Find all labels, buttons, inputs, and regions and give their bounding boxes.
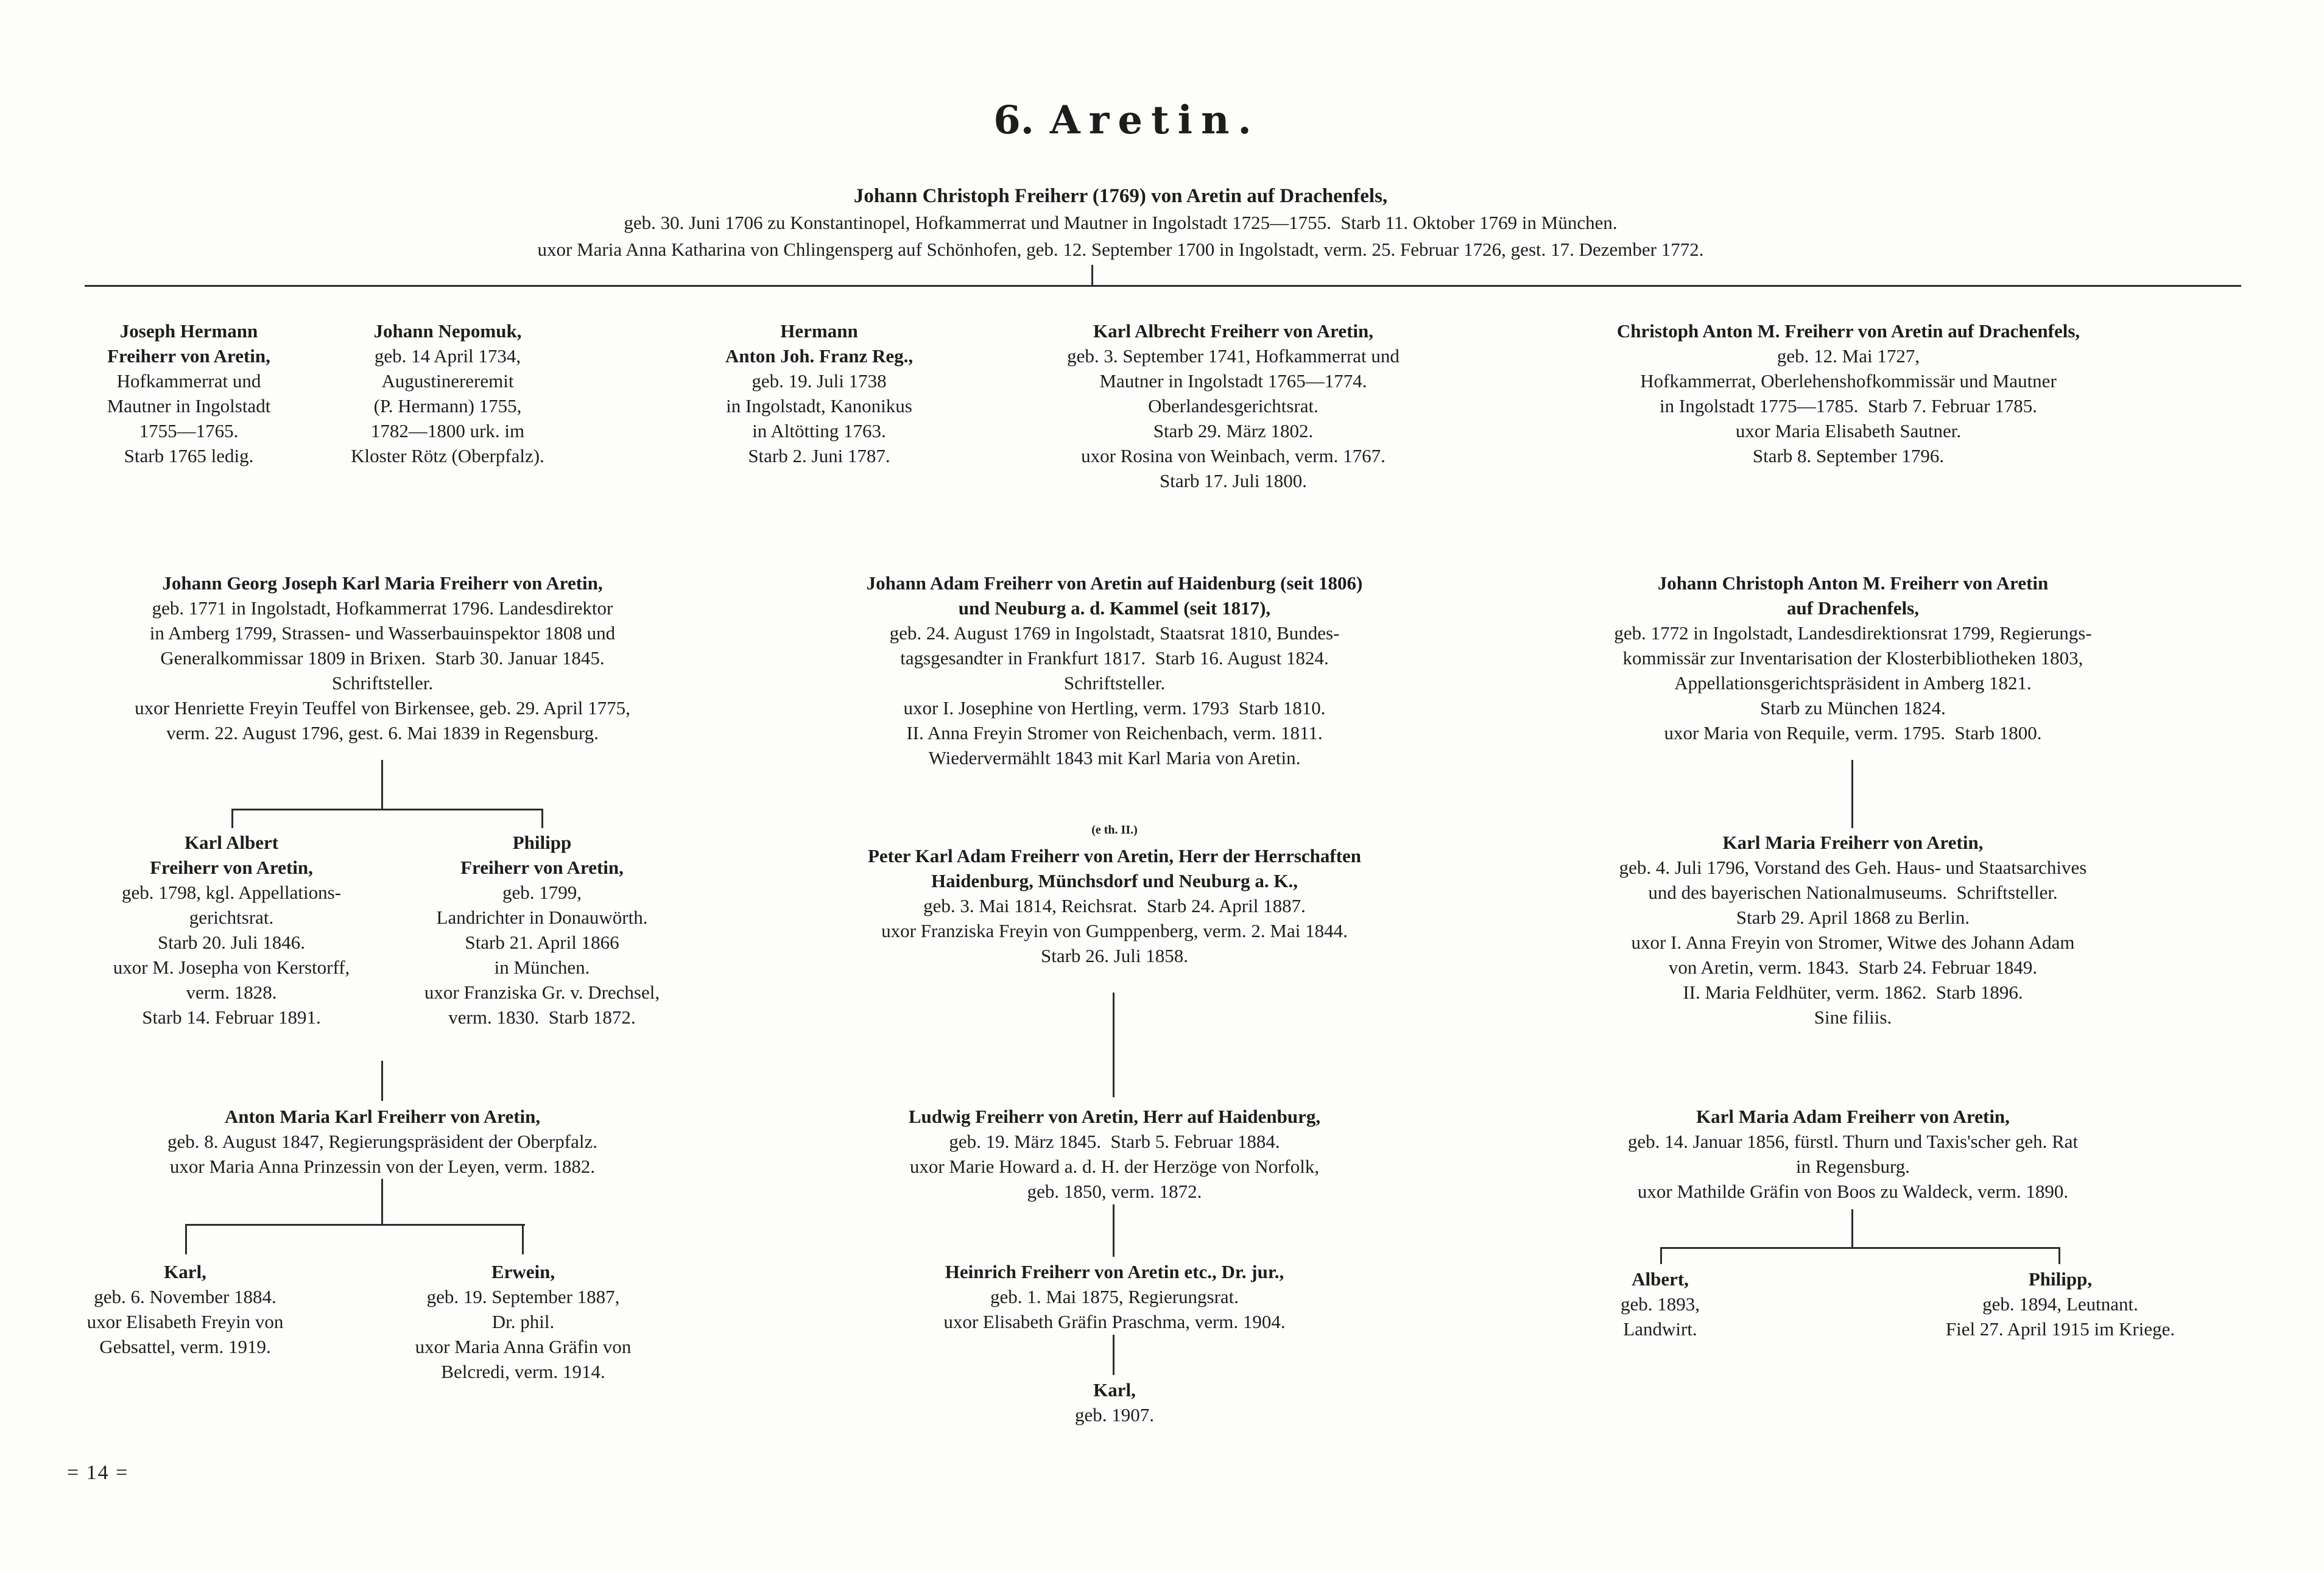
text-line: Philipp: [512, 832, 572, 853]
text-line: Starb 26. Juli 1858.: [1041, 945, 1188, 966]
text-line: geb. 1772 in Ingolstadt, Landesdirektionsrat 1799, Regierungs-: [1614, 622, 2092, 644]
person-name: [1504, 571, 2202, 620]
text-line: Generalkommissar 1809 in Brixen. Starb 30. Januar 1845.: [160, 647, 605, 669]
text-line: Erwein,: [491, 1261, 555, 1282]
person-name: [1557, 1267, 1764, 1292]
text-line: und Neuburg a. d. Kammel (seit 1817),: [958, 597, 1271, 619]
marriage-annotation: (e th. II.): [1091, 823, 1138, 837]
text-line: geb. 8. August 1847, Regierungspräsident der Oberpfalz.: [167, 1131, 597, 1152]
text-line: Dr. phil.: [491, 1311, 555, 1332]
text-line: geb. 3. Mai 1814, Reichsrat. Starb 24. April 1887.: [923, 895, 1306, 916]
person-johann-adam: [783, 571, 1446, 770]
text-line: geb. 19. März 1845. Starb 5. Februar 1884.: [949, 1131, 1280, 1152]
person-details: [1504, 620, 2202, 745]
text-line: Starb 2. Juni 1787.: [748, 445, 890, 466]
text-line: Hermann: [780, 320, 858, 342]
person-details: [1492, 855, 2214, 1030]
text-line: Freiherr von Aretin,: [460, 857, 624, 878]
person-name: [1875, 1267, 2246, 1292]
text-line: Philipp,: [2028, 1268, 2093, 1290]
text-line: Schriftsteller.: [331, 672, 434, 694]
person-name: [116, 183, 2125, 209]
text-line: Freiherr von Aretin,: [150, 857, 313, 878]
text-line: uxor Marie Howard a. d. H. der Herzöge von Norfolk,: [909, 1156, 1320, 1177]
text-line: Starb zu München 1824.: [1760, 697, 1946, 719]
connector-line: [522, 1224, 524, 1254]
text-line: Appellationsgerichtspräsident in Amberg 1821.: [1674, 672, 2032, 694]
person-details: [377, 1284, 669, 1384]
person-albert-1893: [1557, 1267, 1764, 1341]
text-line: Karl Maria Freiherr von Aretin,: [1722, 832, 1984, 853]
person-details: [402, 880, 682, 1030]
text-line: Starb 29. März 1802.: [1153, 420, 1314, 441]
text-line: Heinrich Freiherr von Aretin etc., Dr. jur.,: [945, 1261, 1284, 1282]
text-line: verm. 1828.: [186, 982, 277, 1003]
text-line: Starb 14. Februar 1891.: [142, 1007, 321, 1028]
text-line: geb. 1850, verm. 1872.: [1027, 1181, 1202, 1202]
text-line: Schriftsteller.: [1063, 672, 1166, 694]
text-line: und des bayerischen Nationalmuseums. Schriftsteller.: [1648, 882, 2058, 903]
text-line: in Ingolstadt 1775—1785. Starb 7. Februar 1785.: [1660, 395, 2037, 416]
text-line: uxor I. Josephine von Hertling, verm. 1793 Starb 1810.: [903, 697, 1326, 719]
text-line: gerichtsrat.: [189, 907, 274, 928]
connector-line: [1660, 1247, 2060, 1249]
connector-line: [1113, 993, 1114, 1097]
text-line: uxor Maria Elisabeth Sautner.: [1735, 420, 1962, 441]
text-line: geb. 1893,: [1620, 1293, 1700, 1315]
connector-line: [231, 809, 543, 810]
connector-line: [1851, 1209, 1853, 1247]
connector-line: [1113, 1335, 1114, 1375]
connector-line: [1660, 1247, 1662, 1264]
connector-line: [1851, 760, 1853, 828]
text-line: auf Drachenfels,: [1787, 597, 1919, 619]
text-line: geb. 12. Mai 1727,: [1776, 345, 1920, 367]
person-name: [1492, 1104, 2214, 1129]
person-name: [51, 571, 714, 596]
text-line: kommissär zur Inventarisation der Klosterbibliotheken 1803,: [1622, 647, 2083, 669]
text-line: Starb 20. Juli 1846.: [158, 932, 305, 953]
text-line: in München.: [494, 957, 590, 978]
person-details: [116, 209, 2125, 263]
text-line: uxor M. Josepha von Kerstorff,: [113, 957, 350, 978]
page-title: [0, 97, 2253, 143]
text-line: uxor Maria Anna Katharina von Chlingensperg auf Schönhofen, geb. 12. September 1700 in Ingolstadt, verm. 25. Februar 1726, gest. 17. Dezember 1772.: [537, 239, 1704, 260]
text-line: geb. 6. November 1884.: [94, 1286, 276, 1307]
text-line: in Altötting 1763.: [752, 420, 886, 441]
person-details: [311, 343, 585, 468]
person-karl-1884: [63, 1259, 307, 1359]
text-line: Fiel 27. April 1915 im Kriege.: [1945, 1318, 2175, 1340]
person-details: [783, 1402, 1446, 1427]
text-line: geb. 1894, Leutnant.: [1982, 1293, 2138, 1315]
person-joseph-hermann: [52, 318, 326, 468]
person-details: [63, 1284, 307, 1359]
person-details: [767, 893, 1462, 968]
text-line: Johann Adam Freiherr von Aretin auf Haidenburg (seit 1806): [866, 572, 1363, 594]
person-name: [85, 830, 378, 880]
text-line: in Ingolstadt, Kanonikus: [726, 395, 912, 416]
text-line: Johann Georg Joseph Karl Maria Freiherr von Aretin,: [162, 572, 603, 594]
connector-line: [231, 809, 233, 828]
person-johann-christoph-anton: [1504, 571, 2202, 745]
person-name: [51, 1104, 714, 1129]
text-line: Hofkammerrat und: [116, 370, 261, 392]
text-line: Johann Christoph Freiherr (1769) von Aretin auf Drachenfels,: [853, 185, 1388, 207]
text-line: uxor Franziska Freyin von Gumppenberg, verm. 2. Mai 1844.: [881, 920, 1348, 941]
text-line: Haidenburg, Münchsdorf und Neuburg a. K.,: [931, 870, 1298, 891]
person-name: [402, 830, 682, 880]
person-johann-nepomuk: [311, 318, 585, 468]
person-name: [63, 1259, 307, 1284]
text-line: geb. 1799,: [502, 882, 582, 903]
text-line: uxor Elisabeth Gräfin Praschma, verm. 1904.: [943, 1311, 1286, 1332]
person-name: [664, 318, 974, 368]
connector-line: [85, 285, 2241, 287]
text-line: uxor Maria Anna Gräfin von: [415, 1336, 632, 1357]
text-line: II. Maria Feldhüter, verm. 1862. Starb 1896.: [1683, 982, 2023, 1003]
text-line: Mautner in Ingolstadt: [107, 395, 271, 416]
text-line: verm. 1830. Starb 1872.: [448, 1007, 636, 1028]
text-line: geb. 14 April 1734,: [374, 345, 521, 367]
text-line: geb. 1907.: [1074, 1404, 1154, 1425]
text-line: uxor Rosina von Weinbach, verm. 1767.: [1081, 445, 1386, 466]
text-line: Anton Maria Karl Freiherr von Aretin,: [224, 1106, 541, 1127]
text-line: uxor Franziska Gr. v. Drechsel,: [424, 982, 660, 1003]
person-name: [783, 1259, 1446, 1284]
text-line: Karl Albrecht Freiherr von Aretin,: [1093, 320, 1374, 342]
connector-line: [381, 1179, 383, 1224]
text-line: (P. Hermann) 1755,: [373, 395, 522, 416]
person-karl-maria: [1492, 830, 2214, 1030]
person-details: [1492, 1129, 2214, 1204]
person-details: [51, 596, 714, 745]
text-line: Peter Karl Adam Freiherr von Aretin, Herr der Herrschaften: [867, 845, 1362, 866]
person-anton-maria-karl: [51, 1104, 714, 1179]
text-line: Johann Christoph Anton M. Freiherr von Aretin: [1657, 572, 2049, 594]
text-line: Karl,: [164, 1261, 206, 1282]
text-line: in Amberg 1799, Strassen- und Wasserbauinspektor 1808 und: [149, 622, 616, 644]
connector-line: [185, 1224, 187, 1254]
text-line: Starb 17. Juli 1800.: [1160, 470, 1307, 491]
person-name: [1492, 830, 2214, 855]
person-details: [783, 620, 1446, 770]
text-line: Joseph Hermann: [119, 320, 258, 342]
person-details: [783, 1129, 1446, 1204]
text-line: Albert,: [1632, 1268, 1689, 1290]
text-line: Oberlandesgerichtsrat.: [1148, 395, 1319, 416]
person-johann-christoph-1706: [116, 183, 2125, 263]
text-line: uxor I. Anna Freyin von Stromer, Witwe des Johann Adam: [1631, 932, 2075, 953]
text-line: 1755—1765.: [139, 420, 239, 441]
person-philipp-1894: [1875, 1267, 2246, 1341]
text-line: Anton Joh. Franz Reg.,: [725, 345, 914, 367]
text-line: II. Anna Freyin Stromer von Reichenbach, verm. 1811.: [906, 722, 1323, 743]
text-line: geb. 24. August 1769 in Ingolstadt, Staatsrat 1810, Bundes-: [889, 622, 1340, 644]
person-name: [987, 318, 1480, 343]
text-line: Starb 21. April 1866: [465, 932, 619, 953]
connector-line: [185, 1224, 525, 1226]
person-details: [987, 343, 1480, 493]
text-line: von Aretin, verm. 1843. Starb 24. Februar 1849.: [1668, 957, 2038, 978]
person-name: [377, 1259, 669, 1284]
person-name: [783, 1377, 1446, 1402]
text-line: geb. 3. September 1741, Hofkammerrat und: [1067, 345, 1400, 367]
person-details: [1875, 1292, 2246, 1341]
text-line: uxor Elisabeth Freyin von: [86, 1311, 284, 1332]
person-details: [1557, 1292, 1764, 1341]
text-line: geb. 1. Mai 1875, Regierungsrat.: [990, 1286, 1239, 1307]
text-line: Hofkammerrat, Oberlehenshofkommissär und Mautner: [1640, 370, 2057, 392]
person-johann-georg-joseph: [51, 571, 714, 745]
text-line: geb. 19. September 1887,: [426, 1286, 620, 1307]
text-line: geb. 1771 in Ingolstadt, Hofkammerrat 1796. Landesdirektor: [152, 597, 613, 619]
person-karl-maria-adam: [1492, 1104, 2214, 1204]
person-heinrich: [783, 1259, 1446, 1334]
text-line: Starb 8. September 1796.: [1752, 445, 1945, 466]
person-name: [783, 571, 1446, 620]
person-ludwig: [783, 1104, 1446, 1204]
page-number: = 14 =: [67, 1461, 129, 1484]
text-line: Freiherr von Aretin,: [107, 345, 270, 367]
text-line: verm. 22. August 1796, gest. 6. Mai 1839 in Regensburg.: [166, 722, 599, 743]
text-line: 1782—1800 urk. im: [370, 420, 525, 441]
person-details: [1510, 343, 2186, 468]
text-line: Augustinereremit: [381, 370, 514, 392]
connector-line: [381, 760, 383, 809]
text-line: Sine filiis.: [1814, 1007, 1892, 1028]
person-philipp-1799: [402, 830, 682, 1030]
person-name: [783, 1104, 1446, 1129]
person-erwein: [377, 1259, 669, 1384]
text-line: Karl Maria Adam Freiherr von Aretin,: [1696, 1106, 2010, 1127]
connector-line: [541, 809, 543, 828]
text-line: tagsgesandter in Frankfurt 1817. Starb 16. August 1824.: [900, 647, 1329, 669]
person-karl-1907: [783, 1377, 1446, 1427]
person-name: [52, 318, 326, 368]
text-line: geb. 1798, kgl. Appellations-: [122, 882, 341, 903]
connector-line: [2058, 1247, 2060, 1264]
text-line: Ludwig Freiherr von Aretin, Herr auf Haidenburg,: [908, 1106, 1321, 1127]
text-line: Belcredi, verm. 1914.: [441, 1361, 605, 1382]
text-line: Karl Albert: [184, 832, 279, 853]
connector-line: [1113, 1204, 1114, 1257]
connector-line: [381, 1061, 383, 1101]
text-line: Landrichter in Donauwörth.: [436, 907, 648, 928]
person-details: [664, 368, 974, 468]
text-line: Karl,: [1093, 1379, 1136, 1401]
person-details: [783, 1284, 1446, 1334]
text-line: uxor Maria von Requile, verm. 1795. Starb 1800.: [1664, 722, 2042, 743]
person-name: [1510, 318, 2186, 343]
person-hermann-anton: [664, 318, 974, 468]
text-line: Starb 1765 ledig.: [124, 445, 254, 466]
text-line: geb. 14. Januar 1856, fürstl. Thurn und Taxis'scher geh. Rat: [1627, 1131, 2079, 1152]
text-line: Christoph Anton M. Freiherr von Aretin auf Drachenfels,: [1616, 320, 2080, 342]
person-details: [51, 1129, 714, 1179]
text-line: Wiedervermählt 1843 mit Karl Maria von Aretin.: [928, 747, 1301, 768]
person-details: [52, 368, 326, 468]
person-christoph-anton: [1510, 318, 2186, 468]
text-line: in Regensburg.: [1795, 1156, 1910, 1177]
text-line: uxor Henriette Freyin Teuffel von Birkensee, geb. 29. April 1775,: [135, 697, 630, 719]
person-peter-karl-adam: [767, 843, 1462, 968]
text-line: Kloster Rötz (Oberpfalz).: [351, 445, 544, 466]
person-karl-albert: [85, 830, 378, 1030]
text-line: geb. 4. Juli 1796, Vorstand des Geh. Haus- und Staatsarchives: [1619, 857, 2087, 878]
text-line: Johann Nepomuk,: [373, 320, 522, 342]
text-line: Landwirt.: [1623, 1318, 1697, 1340]
family-name: Aretin.: [1050, 97, 1260, 143]
text-line: Starb 29. April 1868 zu Berlin.: [1736, 907, 1970, 928]
text-line: uxor Maria Anna Prinzessin von der Leyen, verm. 1882.: [169, 1156, 596, 1177]
person-name: [311, 318, 585, 343]
text-line: geb. 19. Juli 1738: [752, 370, 887, 392]
text-line: geb. 30. Juni 1706 zu Konstantinopel, Hofkammerrat und Mautner in Ingolstadt 1725—1755. Starb 11. Oktober 1769 in München.: [624, 212, 1618, 233]
person-details: [85, 880, 378, 1030]
person-name: [767, 843, 1462, 893]
person-karl-albrecht: [987, 318, 1480, 493]
section-number: 6.: [993, 97, 1035, 143]
connector-line: [1091, 265, 1093, 285]
text-line: Gebsattel, verm. 1919.: [99, 1336, 271, 1357]
text-line: Mautner in Ingolstadt 1765—1774.: [1099, 370, 1367, 392]
text-line: uxor Mathilde Gräfin von Boos zu Waldeck, verm. 1890.: [1637, 1181, 2069, 1202]
